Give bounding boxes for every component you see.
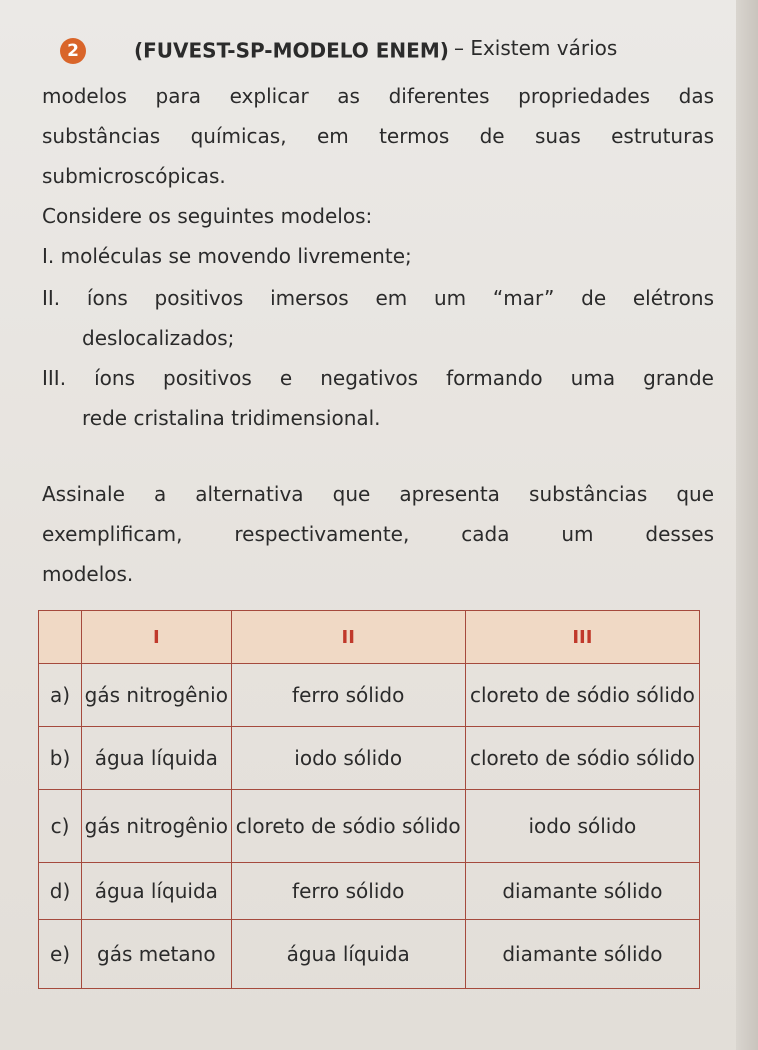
model-1: I. moléculas se movendo livremente; (42, 244, 412, 268)
question-header (40, 32, 720, 64)
option-cell: iodo sólido (231, 727, 465, 790)
option-letter: a) (39, 664, 82, 727)
table-row (39, 664, 700, 727)
option-cell: água líquida (82, 727, 232, 790)
option-cell: gás nitrogênio (82, 664, 232, 727)
table-row (39, 790, 700, 863)
header-model-2: II (231, 611, 465, 664)
intro-line-1: modelos para explicar as diferentes propriedades das (42, 84, 714, 108)
intro-line-3: submicroscópicas. (42, 164, 226, 188)
option-letter: e) (39, 920, 82, 989)
table-row (39, 920, 700, 989)
option-cell: água líquida (231, 920, 465, 989)
option-cell: cloreto de sódio sólido (465, 727, 699, 790)
option-cell: iodo sólido (465, 790, 699, 863)
option-letter: b) (39, 727, 82, 790)
model-2-cont: deslocalizados; (82, 326, 235, 350)
table-row (39, 727, 700, 790)
alternatives-table (38, 610, 700, 989)
table-row (39, 863, 700, 920)
option-cell: água líquida (82, 863, 232, 920)
header-model-1: I (82, 611, 232, 664)
option-cell: cloreto de sódio sólido (231, 790, 465, 863)
question-number-badge: 2 (60, 38, 86, 64)
question-source: (FUVEST-SP-MODELO ENEM) (134, 38, 449, 63)
model-2: II. íons positivos imersos em um “mar” de elétrons (42, 286, 714, 310)
option-cell: gás nitrogênio (82, 790, 232, 863)
option-cell: cloreto de sódio sólido (465, 664, 699, 727)
option-cell: ferro sólido (231, 664, 465, 727)
model-3: III. íons positivos e negativos formando uma grande (42, 366, 714, 390)
model-3-cont: rede cristalina tridimensional. (82, 406, 381, 430)
intro-first: – Existem vários (453, 36, 618, 60)
option-cell: diamante sólido (465, 920, 699, 989)
option-cell: diamante sólido (465, 863, 699, 920)
table-header-row (39, 611, 700, 664)
option-letter: c) (39, 790, 82, 863)
prompt-line-3: modelos. (42, 562, 134, 586)
header-empty (39, 611, 82, 664)
prompt-line-1: Assinale a alternativa que apresenta substâncias que (42, 482, 714, 506)
option-cell: gás metano (82, 920, 232, 989)
header-model-3: III (465, 611, 699, 664)
intro-line-2: substâncias químicas, em termos de suas estruturas (42, 124, 714, 148)
prompt-line-2: exemplificam, respectivamente, cada um desses (42, 522, 714, 546)
option-letter: d) (39, 863, 82, 920)
consider-text: Considere os seguintes modelos: (42, 204, 373, 228)
option-cell: ferro sólido (231, 863, 465, 920)
